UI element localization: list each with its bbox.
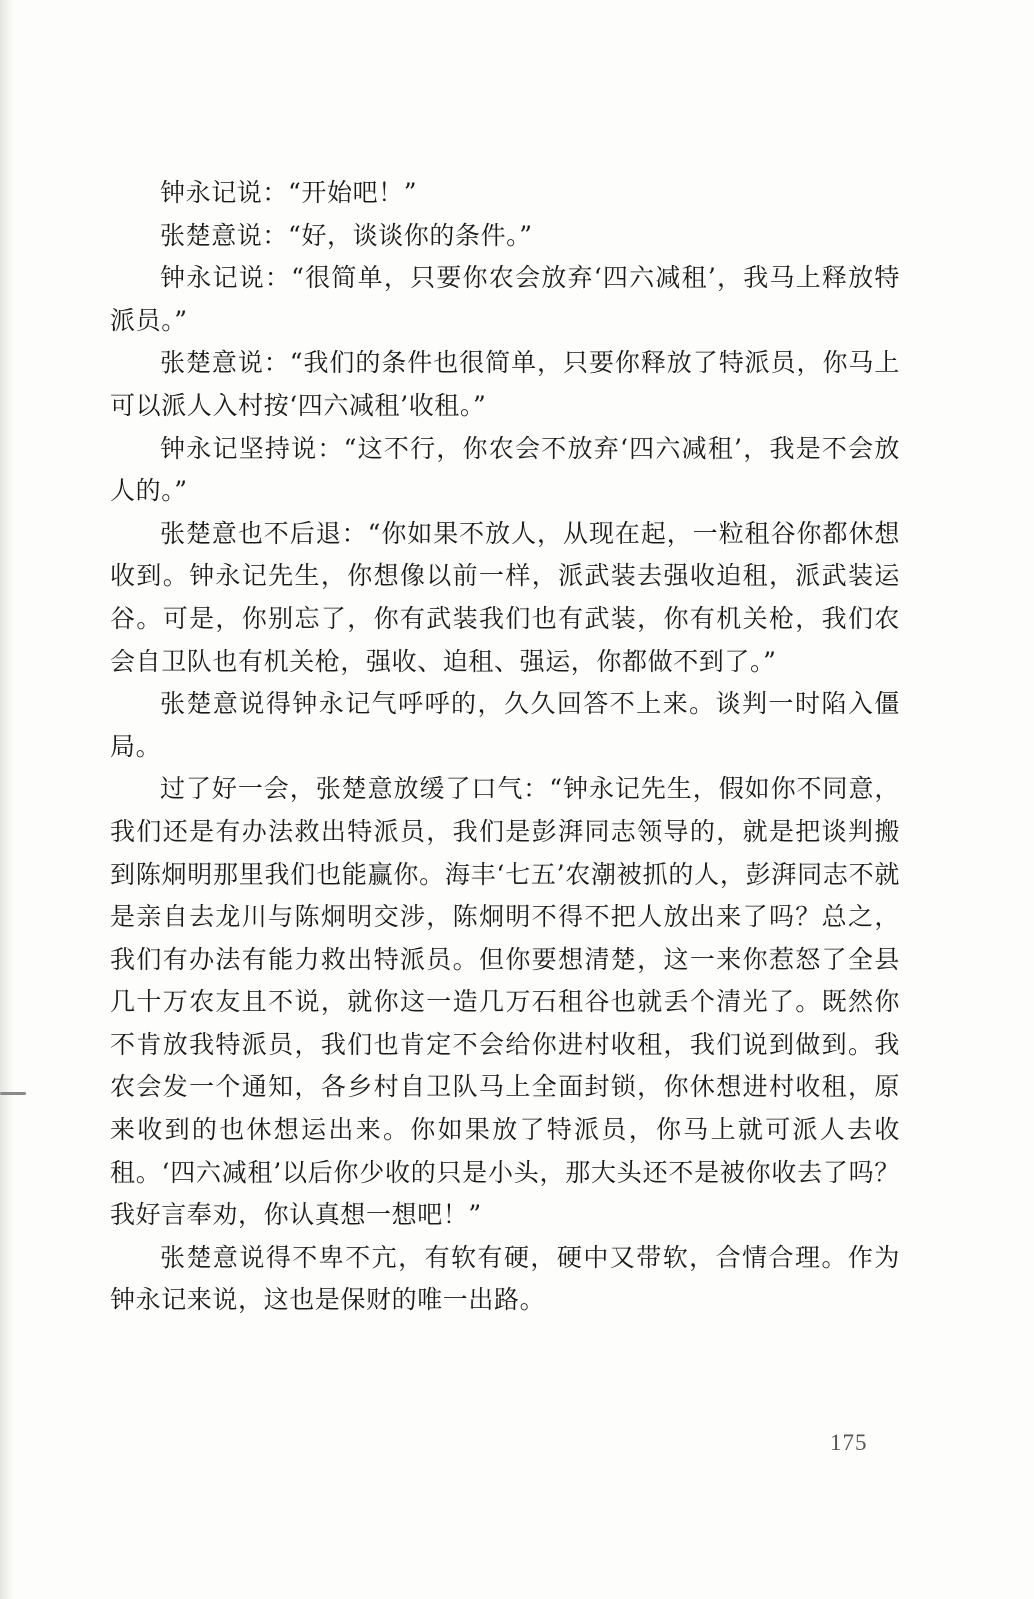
scan-mark: [0, 1092, 26, 1095]
paragraph: 钟永记坚持说：“这不行，你农会不放弃‘四六减租’，我是不会放人的。”: [110, 433, 900, 506]
paragraph: 张楚意说得不卑不亢，有软有硬，硬中又带软，合情合理。作为钟永记来说，这也是保财的唯一出路。: [110, 1242, 900, 1315]
paragraph: 张楚意说得钟永记气呼呼的，久久回答不上来。谈判一时陷入僵局。: [110, 689, 900, 761]
paragraph: 张楚意也不后退：“你如果不放人，从现在起，一粒租谷你都休想收到。钟永记先生，你想像以前一样，派武装去强收迫租，派武装运谷。可是，你别忘了，你有武装我们也有武装，你有机关枪，我们农会自卫队也有机关枪，强收、迫租、强运，你都做不到了。”: [110, 518, 900, 676]
page-number: 175: [830, 1430, 868, 1455]
paragraph: 张楚意说：“我们的条件也很简单，只要你释放了特派员，你马上可以派人入村按‘四六减租’收租。”: [110, 348, 900, 420]
paragraph: 张楚意说：“好，谈谈你的条件。”: [160, 220, 533, 250]
paragraph: 过了好一会，张楚意放缓了口气：“钟永记先生，假如你不同意，我们还是有办法救出特派员，我们是彭湃同志领导的，就是把谈判搬到陈炯明那里我们也能赢你。海丰‘七五’农潮被抓的人，彭湃同志不就是亲自去龙川与陈炯明交涉，陈炯明不得不把人放出来了吗？总之，我们有办法有能力救出特派员。但你要想清楚，这一来你惹怒了全县几十万农友且不说，就你这一造几万石租谷也就丢个清光了。既然你不肯放我特派员，我们也肯定不会给你进村收租，我们说到做到。我农会发一个通知，各乡村自卫队马上全面封锁，你休想进村收租，原来收到的也休想运出来。你如果放了特派员，你马上就可派人去收租。‘四六减租’以后你少收的只是小头，那大头还不是被你收去了吗？我好言奉劝，你认真想一想吧！”: [110, 774, 900, 1230]
body-text: [110, 172, 900, 1322]
paragraph: 钟永记说：“很简单，只要你农会放弃‘四六减租’，我马上释放特派员。”: [110, 263, 900, 335]
paragraph: 钟永记说：“开始吧！”: [160, 178, 418, 207]
scan-edge: [0, 0, 14, 1599]
